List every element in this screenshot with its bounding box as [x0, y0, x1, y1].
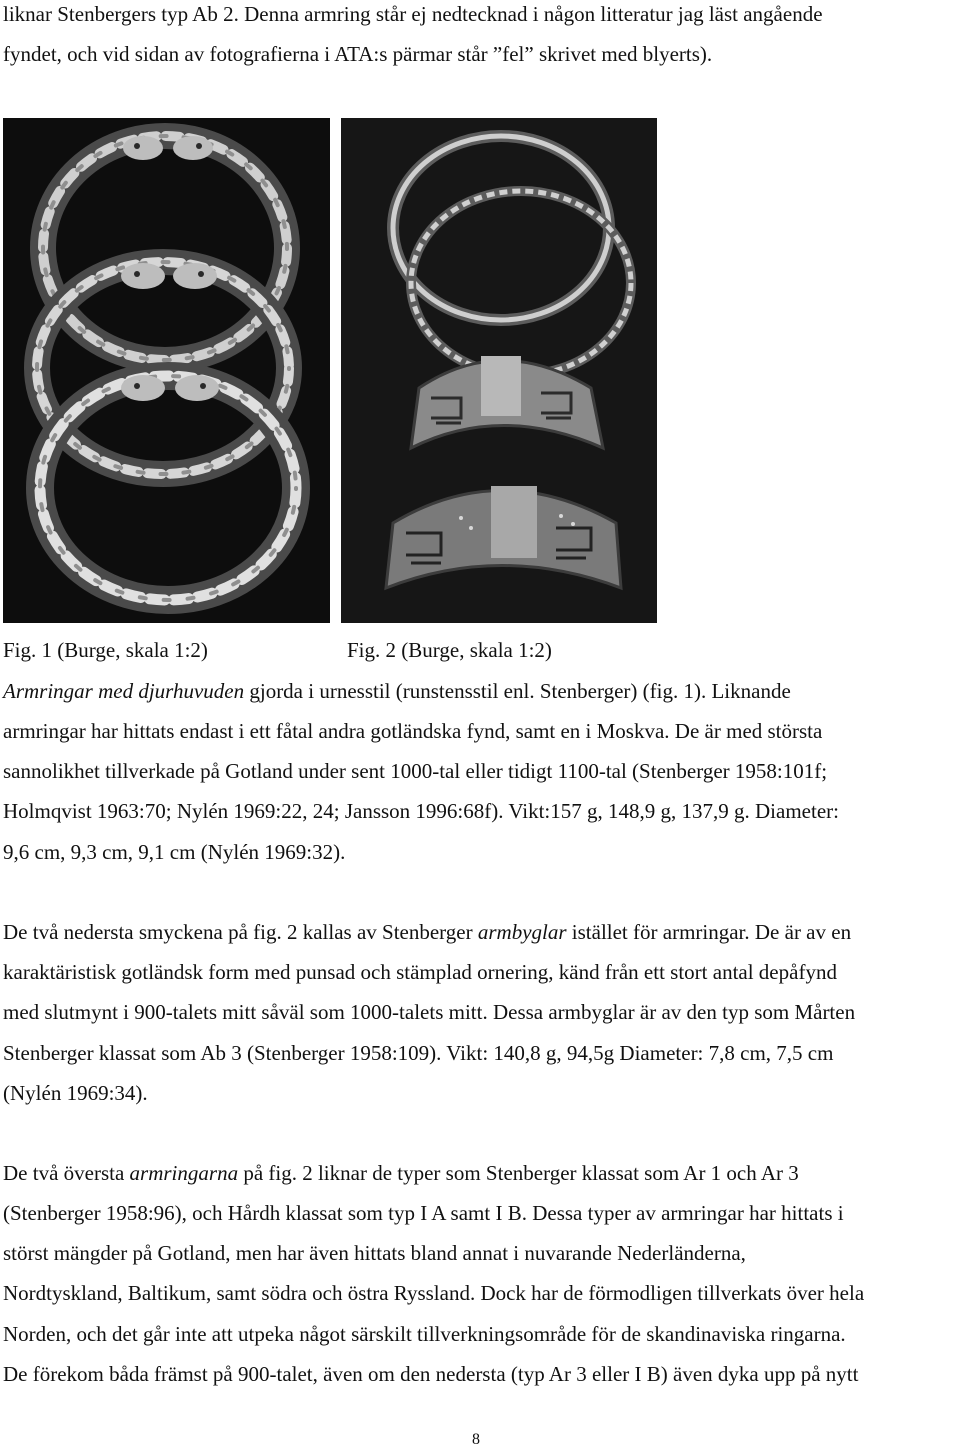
- paragraph-3-line-3: störst mängder på Gotland, men har även hittats bland annat i nuvarande Nederländerna,: [3, 1241, 746, 1265]
- paragraph-2-line-3: med slutmynt i 900-talets mitt såväl som 1000-talets mitt. Dessa armbyglar är av den typ som Mårten: [3, 1000, 856, 1024]
- paragraph-3-line-2: (Stenberger 1958:96), och Hårdh klassat som typ I A samt I B. Dessa typer av armringar har hittats i: [3, 1201, 844, 1225]
- paragraph-3-italic-term: armringarna: [129, 1161, 239, 1185]
- paragraph-2-line-1: [3, 918, 851, 946]
- paragraph-2-line-1-pre: De två nedersta smyckena på fig. 2 kallas av Stenberger: [3, 920, 478, 944]
- paragraph-2-line-5: (Nylén 1969:34).: [3, 1081, 148, 1105]
- paragraph-2-line-1-post: istället för armringar. De är av en: [566, 920, 852, 944]
- paragraph-1-line-1-text: gjorda i urnesstil (runstensstil enl. Stenberger) (fig. 1). Liknande: [244, 679, 791, 703]
- paragraph-3-line-1: [3, 1159, 799, 1187]
- paragraph-1-line-2: armringar har hittats endast i ett fåtal andra gotländska fynd, samt en i Moskva. De är med största: [3, 719, 823, 743]
- intro-line-1: liknar Stenbergers typ Ab 2. Denna armring står ej nedtecknad i någon litteratur jag läst angående: [3, 2, 823, 26]
- figure-1-caption: Fig. 1 (Burge, skala 1:2): [3, 638, 208, 662]
- paragraph-2-italic-term: armbyglar: [477, 920, 567, 944]
- paragraph-1-line-1: [3, 677, 791, 705]
- paragraph-3-line-1-post: på fig. 2 liknar de typer som Stenberger klassat som Ar 1 och Ar 3: [238, 1161, 799, 1185]
- paragraph-3-line-4: Nordtyskland, Baltikum, samt södra och östra Ryssland. Dock har de förmodligen tillverkats över hela: [3, 1281, 865, 1305]
- figure-1-twisted-armrings: [3, 118, 330, 623]
- figure-2-armrings-and-armbyglar: [341, 118, 657, 623]
- paragraph-3-line-5: Norden, och det går inte att utpeka något särskilt tillverkningsområde för de skandinaviska ringarna.: [3, 1322, 846, 1346]
- paragraph-2-line-4: Stenberger klassat som Ab 3 (Stenberger 1958:109). Vikt: 140,8 g, 94,5g Diameter: 7,8 cm, 7,5 cm: [3, 1041, 834, 1065]
- paragraph-2-line-2: karaktäristisk gotländsk form med punsad och stämplad ornering, känd från ett stort antal depåfynd: [3, 960, 837, 984]
- paragraph-1-line-3: sannolikhet tillverkade på Gotland under sent 1000-tal eller tidigt 1100-tal (Stenberger 1958:101f;: [3, 759, 828, 783]
- paragraph-3-line-1-pre: De två översta: [3, 1161, 130, 1185]
- intro-line-2: fyndet, och vid sidan av fotografierna i ATA:s pärmar står ”fel” skrivet med blyerts).: [3, 42, 713, 66]
- paragraph-1-line-5: 9,6 cm, 9,3 cm, 9,1 cm (Nylén 1969:32).: [3, 840, 346, 864]
- page-number: 8: [472, 1431, 480, 1448]
- paragraph-1-line-4: Holmqvist 1963:70; Nylén 1969:22, 24; Jansson 1996:68f). Vikt:157 g, 148,9 g, 137,9 g. Diameter:: [3, 799, 839, 823]
- figure-2-caption: Fig. 2 (Burge, skala 1:2): [347, 638, 552, 662]
- paragraph-3-line-6: De förekom båda främst på 900-talet, även om den nedersta (typ Ar 3 eller I B) även dyka upp på nytt: [3, 1362, 859, 1386]
- paragraph-1-italic-term: Armringar med djurhuvuden: [3, 679, 245, 703]
